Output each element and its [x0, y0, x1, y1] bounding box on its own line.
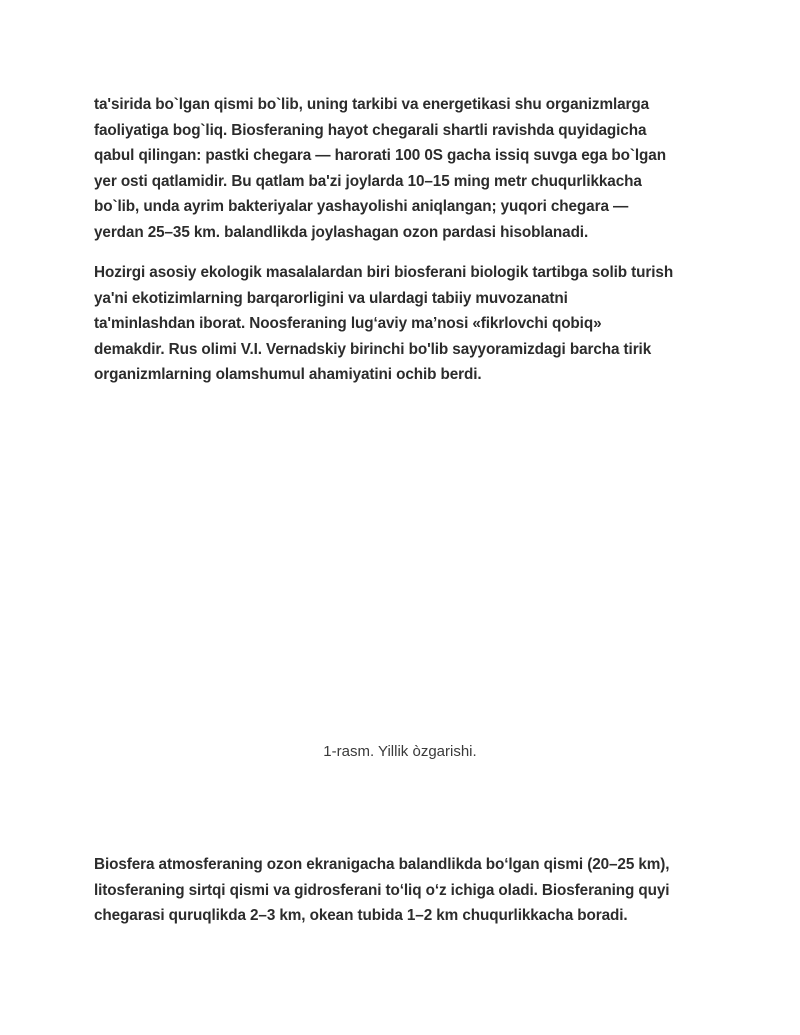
text-line: ya'ni ekotizimlarning barqarorligini va ulardagi tabiiy muvozanatni	[94, 289, 568, 307]
text-line: ta'sirida bo`lgan qismi bo`lib, uning tarkibi va energetikasi shu organizmlarga	[94, 96, 650, 113]
text-line: litosferaning sirtqi qismi va gidrosferani toʻliq oʻz ichiga oladi. Biosferaning quyi	[94, 881, 670, 899]
figure-caption: 1-rasm. Yillik òzgarishi.	[323, 743, 477, 760]
text-line: organizmlarning olamshumul ahamiyatini ochib berdi.	[94, 366, 482, 384]
paragraph-biosphere-boundaries	[94, 92, 706, 246]
text-line: Hozirgi asosiy ekologik masalalardan biri biosferani biologik tartibga solib turish	[94, 264, 674, 281]
text-line: yerdan 25–35 km. balandlikda joylashagan ozon pardasi hisoblanadi.	[94, 223, 589, 241]
paragraph-biosphere-extent	[94, 852, 706, 929]
text-line: demakdir. Rus olimi V.I. Vernadskiy birinchi bo'lib sayyoramizdagi barcha tirik	[94, 340, 652, 358]
text-line: bo`lib, unda ayrim bakteriyalar yashayolishi aniqlangan; yuqori chegara —	[94, 198, 629, 216]
text-line: chegarasi quruqlikda 2–3 km, okean tubida 1–2 km chuqurlikkacha boradi.	[94, 907, 628, 925]
text-line: faoliyatiga bog`liq. Biosferaning hayot chegarali shartli ravishda quyidagicha	[94, 121, 647, 139]
text-line: Biosfera atmosferaning ozon ekranigacha balandlikda boʻlgan qismi (20–25 km),	[94, 856, 670, 873]
text-line: qabul qilingan: pastki chegara — harorati 100 0S gacha issiq suvga ega bo`lgan	[94, 147, 666, 165]
paragraph-noosphere	[94, 260, 706, 388]
text-line: ta'minlashdan iborat. Noosferaning lugʻaviy maʼnosi «fikrlovchi qobiq»	[94, 315, 602, 333]
text-line: yer osti qatlamidir. Bu qatlam ba'zi joylarda 10–15 ming metr chuqurlikkacha	[94, 172, 642, 190]
